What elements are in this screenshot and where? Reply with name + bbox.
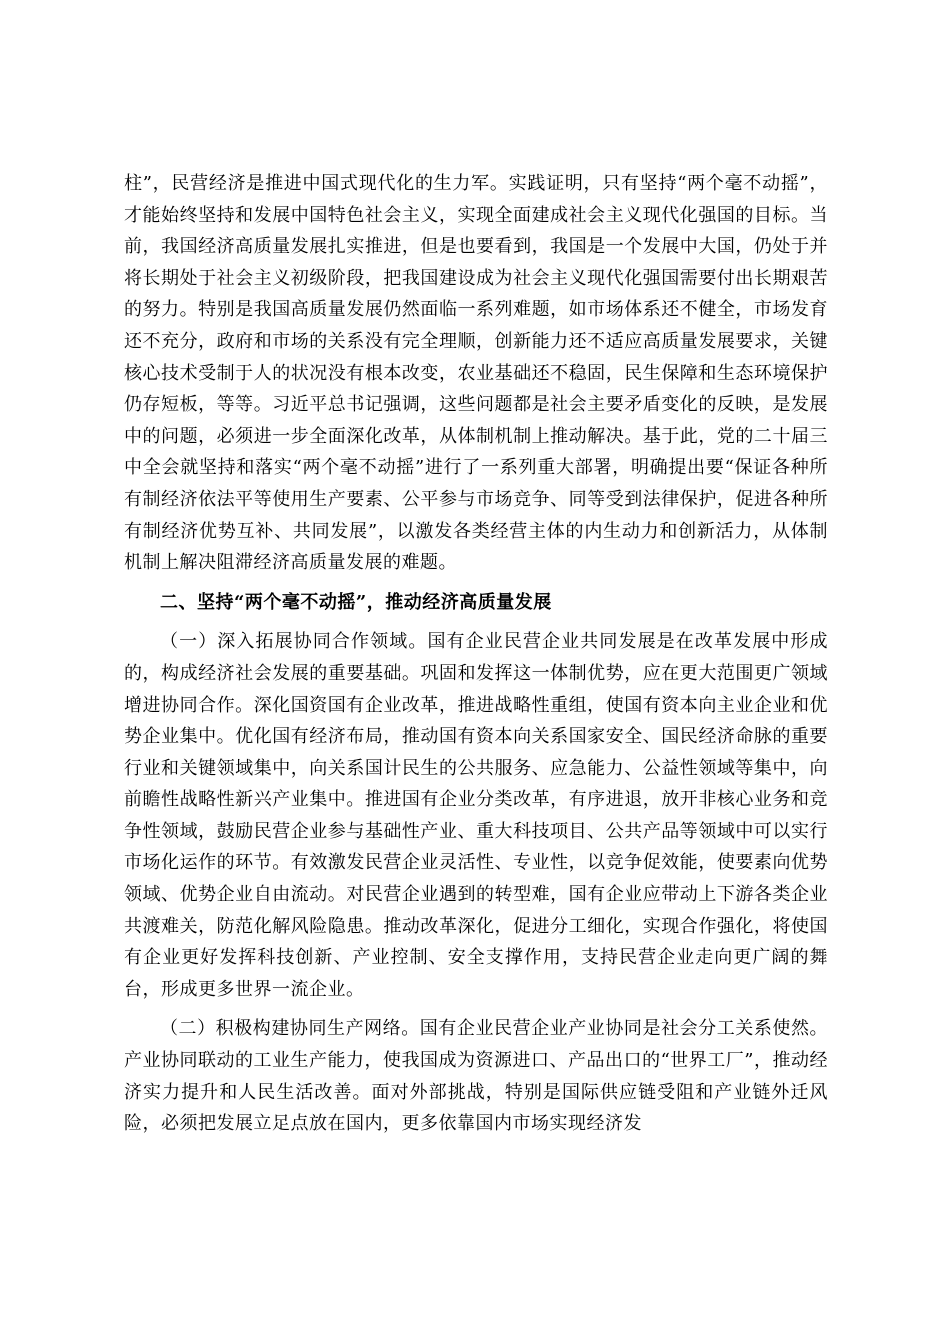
section-heading: 二、坚持“两个毫不动摇”，推动经济高质量发展 — [160, 591, 552, 613]
document-page — [124, 168, 828, 1140]
paragraph-continuation: 柱”，民营经济是推进中国式现代化的生力军。实践证明，只有坚持“两个毫不动摇”，才能始终坚持和发展中国特色社会主义，实现全面建成社会主义现代化强国的目标。当前，我国经济高质量发展扎实推进，但是也要看到，我国是一个发展中大国，仍处于并将长期处于社会主义初级阶段，把我国建设成为社会主义现代化强国需要付出长期艰苦的努力。特别是我国高质量发展仍然面临一系列难题，如市场体系还不健全，市场发育还不充分，政府和市场的关系没有完全理顺，创新能力还不适应高质量发展要求，关键核心技术受制于人的状况没有根本改变，农业基础还不稳固，民生保障和生态环境保护仍存短板，等等。习近平总书记强调，这些问题都是社会主要矛盾变化的反映，是发展中的问题，必须进一步全面深化改革，从体制机制上推动解决。基于此，党的二十届三中全会就坚持和落实“两个毫不动摇”进行了一系列重大部署，明确提出要“保证各种所有制经济依法平等使用生产要素、公平参与市场竞争、同等受到法律保护，促进各种所有制经济优势互补、共同发展”，以激发各类经营主体的内生动力和创新活力，从体制机制上解决阻滞经济高质量发展的难题。 — [124, 173, 828, 574]
paragraph-production-network: （二）积极构建协同生产网络。国有企业民营企业产业协同是社会分工关系使然。产业协同联动的工业生产能力，使我国成为资源进口、产品出口的“世界工厂”，推动经济实力提升和人民生活改善。面对外部挑战，特别是国际供应链受阻和产业链外迁风险，必须把发展立足点放在国内，更多依靠国内市场实现经济发 — [124, 1018, 828, 1135]
paragraph-collaboration-fields: （一）深入拓展协同合作领域。国有企业民营企业共同发展是在改革发展中形成的，构成经济社会发展的重要基础。巩固和发挥这一体制优势，应在更大范围更广领域增进协同合作。深化国资国有企业改革，推进战略性重组，使国有资本向主业企业和优势企业集中。优化国有经济布局，推动国有资本向关系国家安全、国民经济命脉的重要行业和关键领域集中，向关系国计民生的公共服务、应急能力、公益性领域等集中，向前瞻性战略性新兴产业集中。推进国有企业分类改革，有序进退，放开非核心业务和竞争性领域，鼓励民营企业参与基础性产业、重大科技项目、公共产品等领域中可以实行市场化运作的环节。有效激发民营企业灵活性、专业性，以竞争促效能，使要素向优势领域、优势企业自由流动。对民营企业遇到的转型难，国有企业应带动上下游各类企业共渡难关，防范化解风险隐患。推动改革深化，促进分工细化，实现合作强化，将使国有企业更好发挥科技创新、产业控制、安全支撑作用，支持民营企业走向更广阔的舞台，形成更多世界一流企业。 — [124, 631, 828, 1000]
